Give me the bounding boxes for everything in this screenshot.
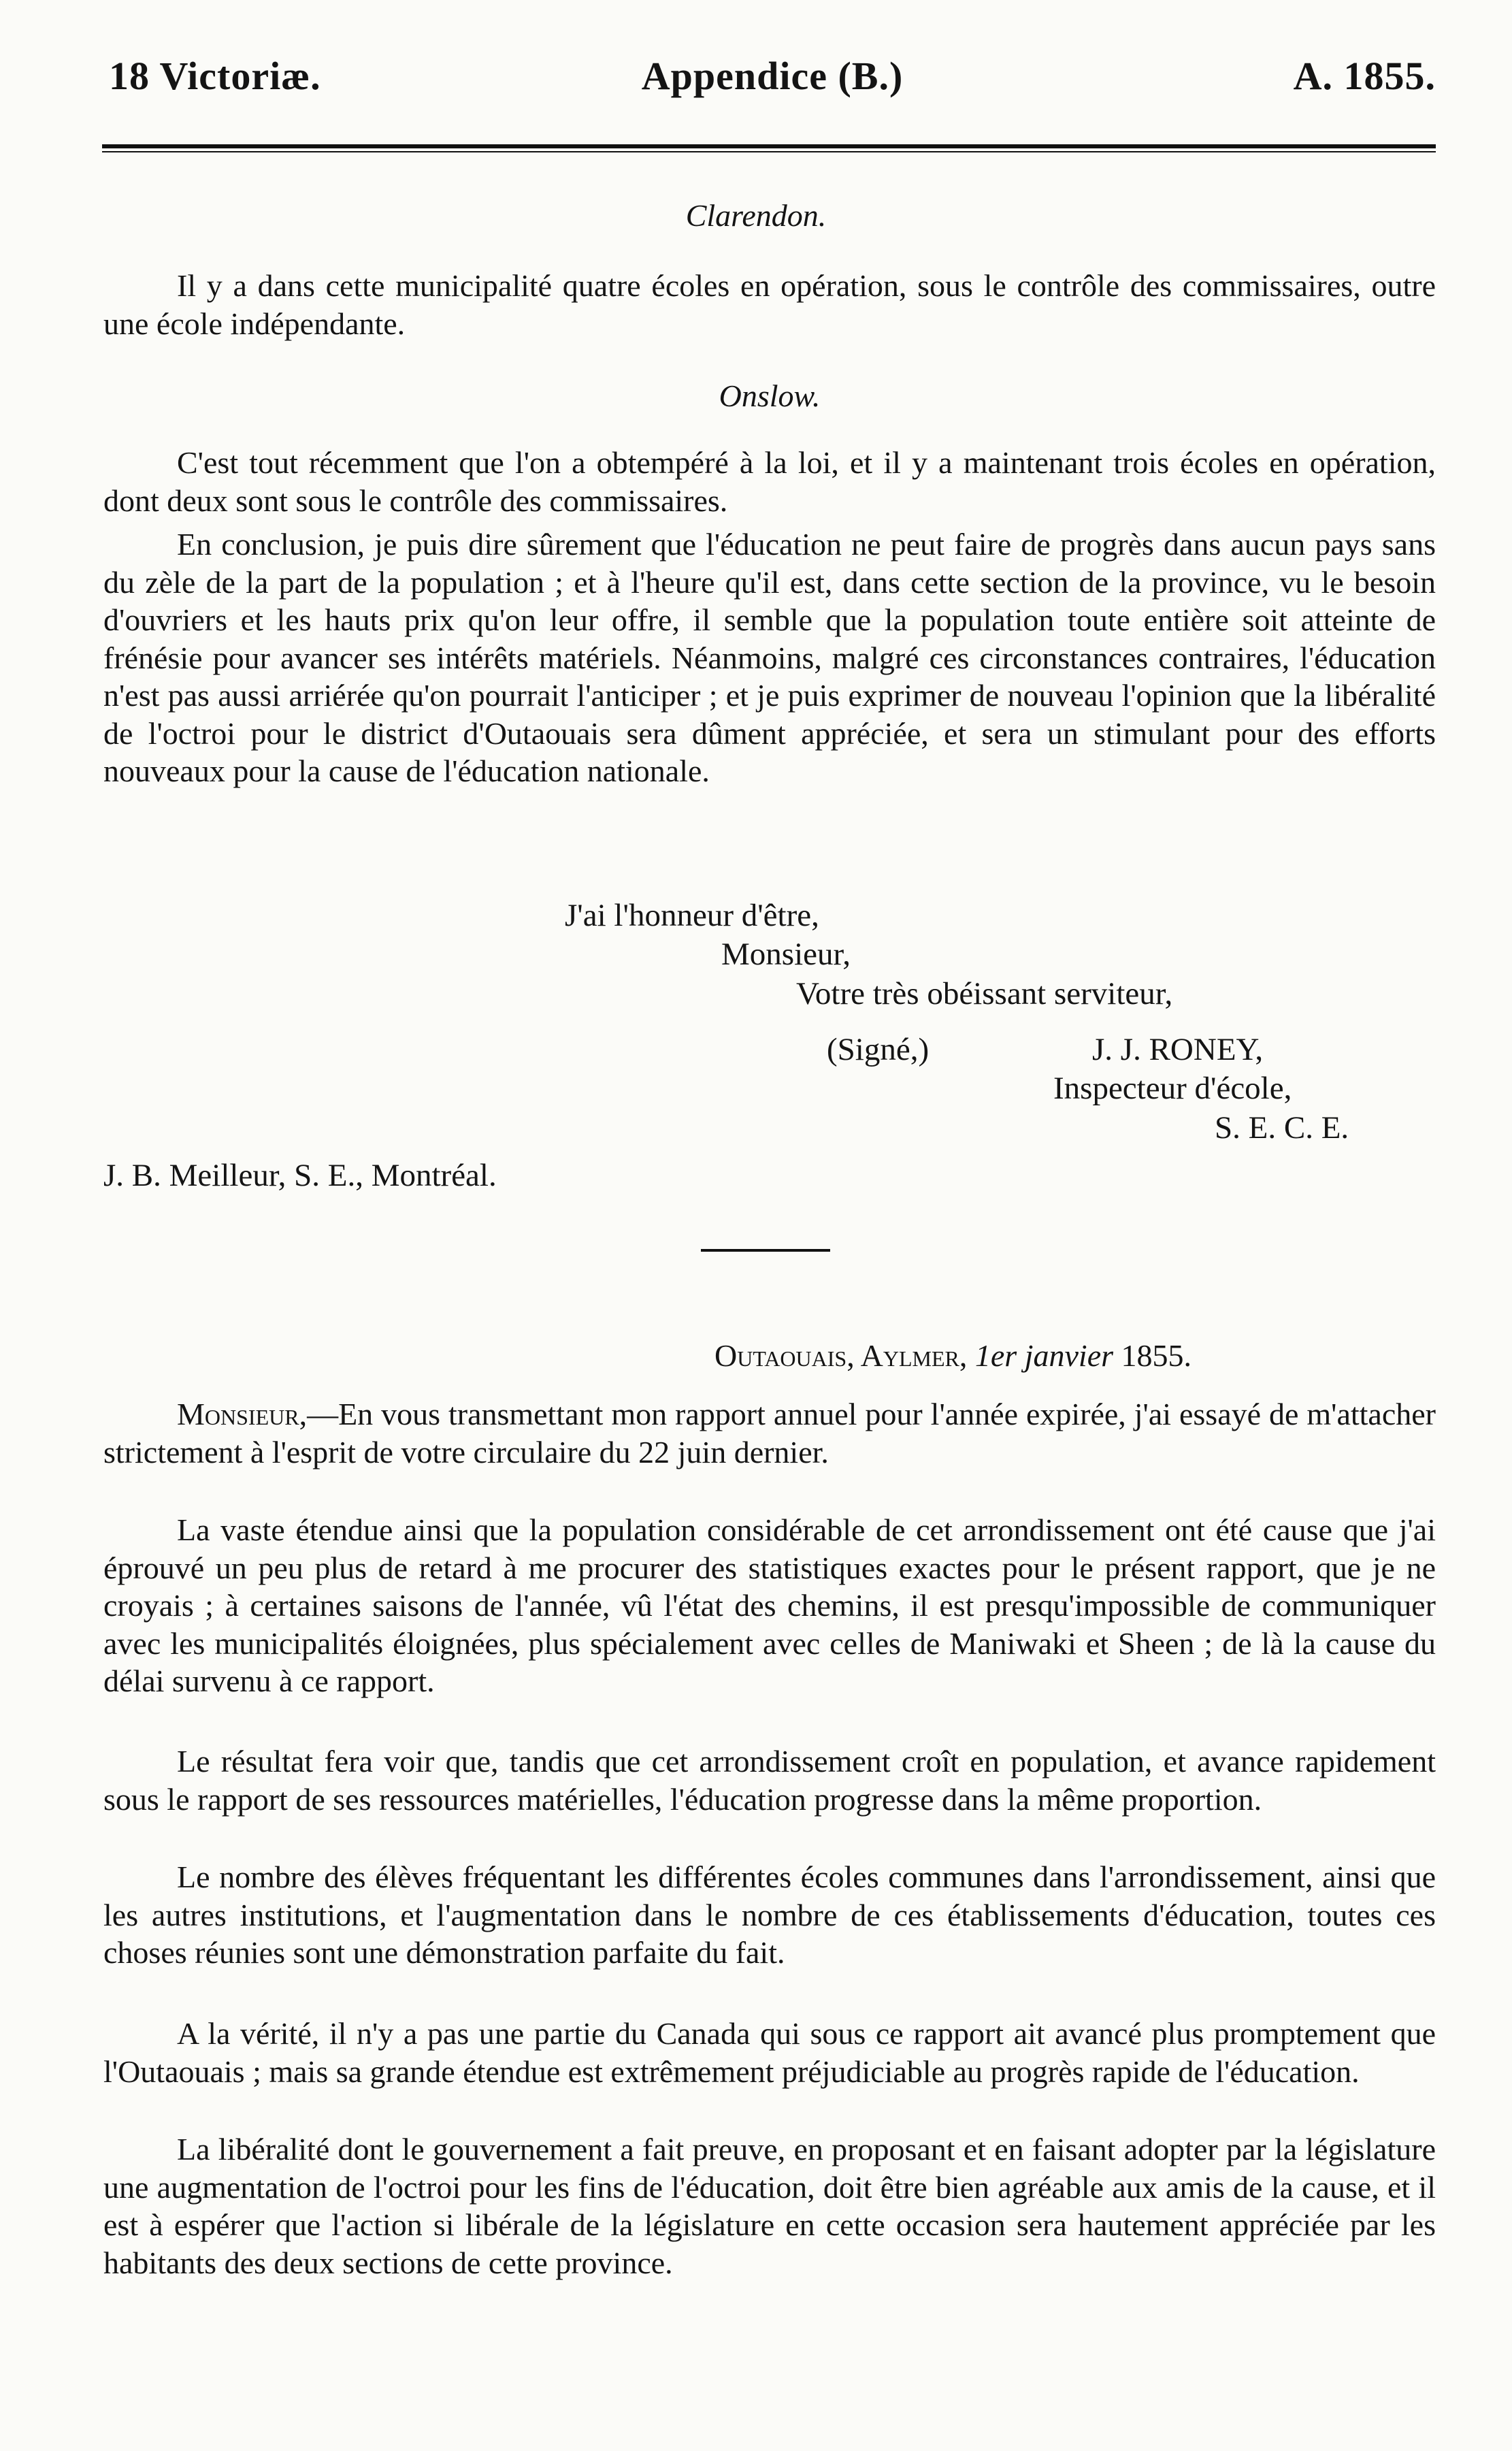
- signer-name: J. J. RONEY,: [1092, 1032, 1264, 1067]
- running-header: [109, 53, 1436, 121]
- paragraph-5: A la vérité, il n'y a pas une partie du Canada qui sous ce rapport ait avancé plus promptement que l'Outaouais ; mais sa grande étendue est extrêmement préjudiciable au progrès rapide de l'éducation.: [103, 2016, 1436, 2089]
- header-center: Appendice (B.): [641, 54, 904, 98]
- dateline-year: 1855.: [1121, 1338, 1192, 1373]
- section-title-clarendon: Clarendon.: [685, 198, 827, 233]
- section-title-onslow: Onslow.: [719, 378, 821, 413]
- signed-label: (Signé,): [827, 1032, 930, 1067]
- addressee: J. B. Meilleur, S. E., Montréal.: [103, 1158, 497, 1193]
- dateline-month: janvier: [1024, 1338, 1114, 1373]
- header-left: 18 Victoriæ.: [109, 54, 321, 98]
- paragraph-1-text: —En vous transmettant mon rapport annuel pour l'année expirée, j'ai essayé de m'attacher strictement à l'esprit de votre circulaire du 22 juin dernier.: [103, 1397, 1436, 1470]
- paragraph-2: La vaste étendue ainsi que la population considérable de cet arrondissement ont été cause que j'ai éprouvé un peu plus de retard à me procurer des statistiques exactes pour le présent rapport, que je ne croyais ; à certaines saisons de l'année, vû l'état des chemins, il est presqu'impossible de communiquer avec les municipalités éloignées, plus spécialement avec celles de Maniwaki et Sheen ; de là la cause du délai survenu à ce rapport.: [103, 1512, 1436, 1698]
- paragraph-6: La libéralité dont le gouvernement a fait preuve, en proposant et en faisant adopter par la législature une augmentation de l'octroi pour les fins de l'éducation, doit être bien agréable aux amis de la cause, et il est à espérer que l'action si libérale de la législature en cette occasion sera hautement appréciée par les habitants des deux sections de cette province.: [103, 2132, 1436, 2280]
- paragraph-onslow: C'est tout récemment que l'on a obtempéré à la loi, et il y a maintenant trois écoles en opération, dont deux sont sous le contrôle des commissaires.: [103, 445, 1436, 518]
- closing-serviteur: Votre très obéissant serviteur,: [796, 976, 1173, 1011]
- header-rule: [102, 144, 1436, 152]
- signer-title: Inspecteur d'école,: [1053, 1071, 1292, 1106]
- closing-monsieur: Monsieur,: [721, 937, 851, 972]
- signer-district: S. E. C. E.: [1215, 1110, 1349, 1146]
- paragraph-3: Le résultat fera voir que, tandis que cet arrondissement croît en population, et avance rapidement sous le rapport de ses ressources matérielles, l'éducation progresse dans la même proportion.: [103, 1744, 1436, 1817]
- header-right: A. 1855.: [1293, 54, 1436, 98]
- paragraph-1: [103, 1395, 1436, 1471]
- dateline-place: Outaouais, Aylmer,: [714, 1338, 968, 1373]
- dateline: [714, 1337, 1191, 1374]
- salutation: Monsieur,: [177, 1397, 308, 1431]
- section-divider: [701, 1249, 830, 1252]
- paragraph-4: Le nombre des élèves fréquentant les différentes écoles communes dans l'arrondissement, ainsi que les autres institutions, et l'augmentation dans le nombre de ces établissements d'éducation, toutes ces choses réunies sont une démonstration parfaite du fait.: [103, 1860, 1436, 1970]
- paragraph-clarendon: Il y a dans cette municipalité quatre écoles en opération, sous le contrôle des commissaires, outre une école indépendante.: [103, 268, 1436, 341]
- dateline-day: 1er: [974, 1338, 1017, 1373]
- paragraph-conclusion: En conclusion, je puis dire sûrement que l'éducation ne peut faire de progrès dans aucun pays sans du zèle de la part de la population ; et à l'heure qu'il est, dans cette section de la province, vu le besoin d'ouvriers et les hauts prix qu'on leur offre, il semble que la population toute entière soit atteinte de frénésie pour avancer ses intérêts matériels. Néanmoins, malgré ces circonstances contraires, l'éducation n'est pas aussi arriérée qu'on pourrait l'anticiper ; et je puis exprimer de nouveau l'opinion que la libéralité de l'octroi pour le district d'Outaouais sera dûment appréciée, et sera un stimulant pour des efforts nouveaux pour la cause de l'éducation nationale.: [103, 527, 1436, 788]
- closing-honneur: J'ai l'honneur d'être,: [565, 898, 819, 933]
